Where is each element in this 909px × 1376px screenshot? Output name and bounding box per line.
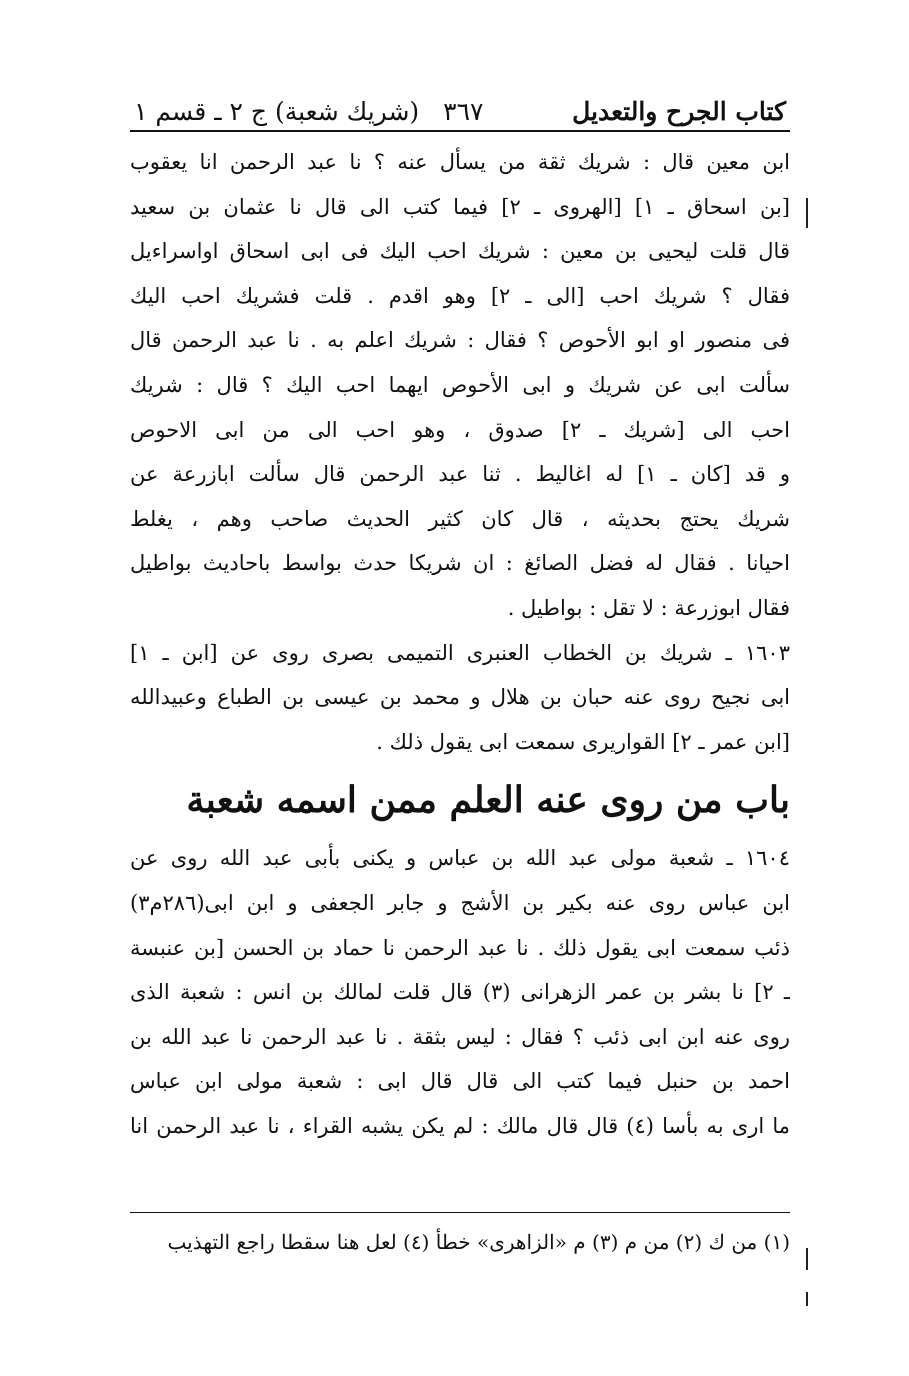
text-line: [بن اسحاق ـ ١] [الهروى ـ ٢] فيما كتب الى قال نا عثمان بن سعيد [130, 194, 790, 219]
entry-1604-line: ذئب سمعت ابى يقول ذلك . نا عبد الرحمن نا حماد بن الحسن [بن عنبسة [130, 935, 790, 960]
entry-1603-line: [ابن عمر ـ ٢] القواريرى سمعت ابى يقول ذلك . [376, 729, 790, 754]
text-line: فقال ابوزرعة : لا تقل : بواطيل . [507, 595, 790, 620]
section-label: (شريك شعبة) ج ٢ ـ قسم ١ [134, 97, 420, 126]
document-page [130, 80, 790, 1148]
text-line: و قد [كان ـ ١] له اغاليط . ثنا عبد الرحمن قال سألت ابازرعة عن [130, 462, 790, 487]
entry-1604-line: ما ارى به بأسا (٤) قال قال مالك : لم يكن يشبه القراء ، نا عبد الرحمن انا [130, 1113, 790, 1138]
margin-mark [806, 1292, 808, 1306]
margin-mark [806, 198, 808, 228]
text-line: ابن معين قال : شريك ثقة من يسأل عنه ؟ نا عبد الرحمن انا يعقوب [130, 150, 790, 174]
entry-1604-line: ـ ٢] نا بشر بن عمر الزهرانى (٣) قال قلت لمالك بن انس : شعبة الذى [130, 980, 790, 1005]
page-number: ٣٦٧ [443, 97, 484, 126]
entry-1603-line: ابى نجيح روى عنه حبان بن هلال و محمد بن عيسى بن الطباع وعبيدالله [130, 685, 790, 710]
text-line: احب الى [شريك ـ ٢] صدوق ، وهو احب الى من ابى الاحوص [130, 417, 790, 442]
header-meta [134, 97, 483, 126]
page-header [130, 80, 790, 132]
text-line: احيانا . فقال له فضل الصائغ : ان شريكا حدث بواسط باحاديث بواطيل [130, 551, 790, 576]
text-line: فى منصور او ابو الأحوص ؟ فقال : شريك اعلم به . نا عبد الرحمن قال [130, 328, 790, 353]
entry-1604-line: احمد بن حنبل فيما كتب الى قال قال ابى : شعبة مولى ابن عباس [130, 1069, 790, 1094]
entry-1603-line: ١٦٠٣ ـ شريك بن الخطاب العنبرى التميمى بصرى روى عن [ابن ـ ١] [130, 640, 790, 665]
text-line: شريك يحتج بحديثه ، قال كان كثير الحديث صاحب وهم ، يغلط [130, 506, 790, 531]
entry-1604-line: ١٦٠٤ ـ شعبة مولى عبد الله بن عباس و يكنى بأبى عبد الله روى عن [130, 846, 790, 871]
footnotes: (١) من ك (٢) من م (٣) م «الزاهرى» خطأ (٤) لعل هنا سقطا راجع التهذيب [167, 1230, 790, 1254]
margin-mark [806, 1248, 808, 1270]
entry-1604-line: روى عنه ابن ابى ذئب ؟ فقال : ليس بثقة . نا عبد الرحمن نا عبد الله بن [130, 1024, 790, 1049]
text-line: سألت ابى عن شريك و ابى الأحوص ايهما احب اليك ؟ قال : شريك [130, 372, 790, 397]
text-line: قال قلت ليحيى بن معين : شريك احب اليك فى ابى اسحاق اواسراءيل [130, 239, 790, 264]
entry-1604-line: ابن عباس روى عنه بكير بن الأشج و جابر الجعفى و ابن ابى(٢٨٦م٣) [130, 890, 790, 915]
book-title: كتاب الجرح والتعديل [572, 97, 786, 126]
text-line: فقال ؟ شريك احب [الى ـ ٢] وهو اقدم . قلت فشريك احب اليك [130, 283, 790, 308]
footnote-divider [130, 1212, 790, 1213]
section-title: باب من روى عنه العلم ممن اسمه شعبة [186, 779, 790, 822]
main-text [130, 140, 790, 1148]
